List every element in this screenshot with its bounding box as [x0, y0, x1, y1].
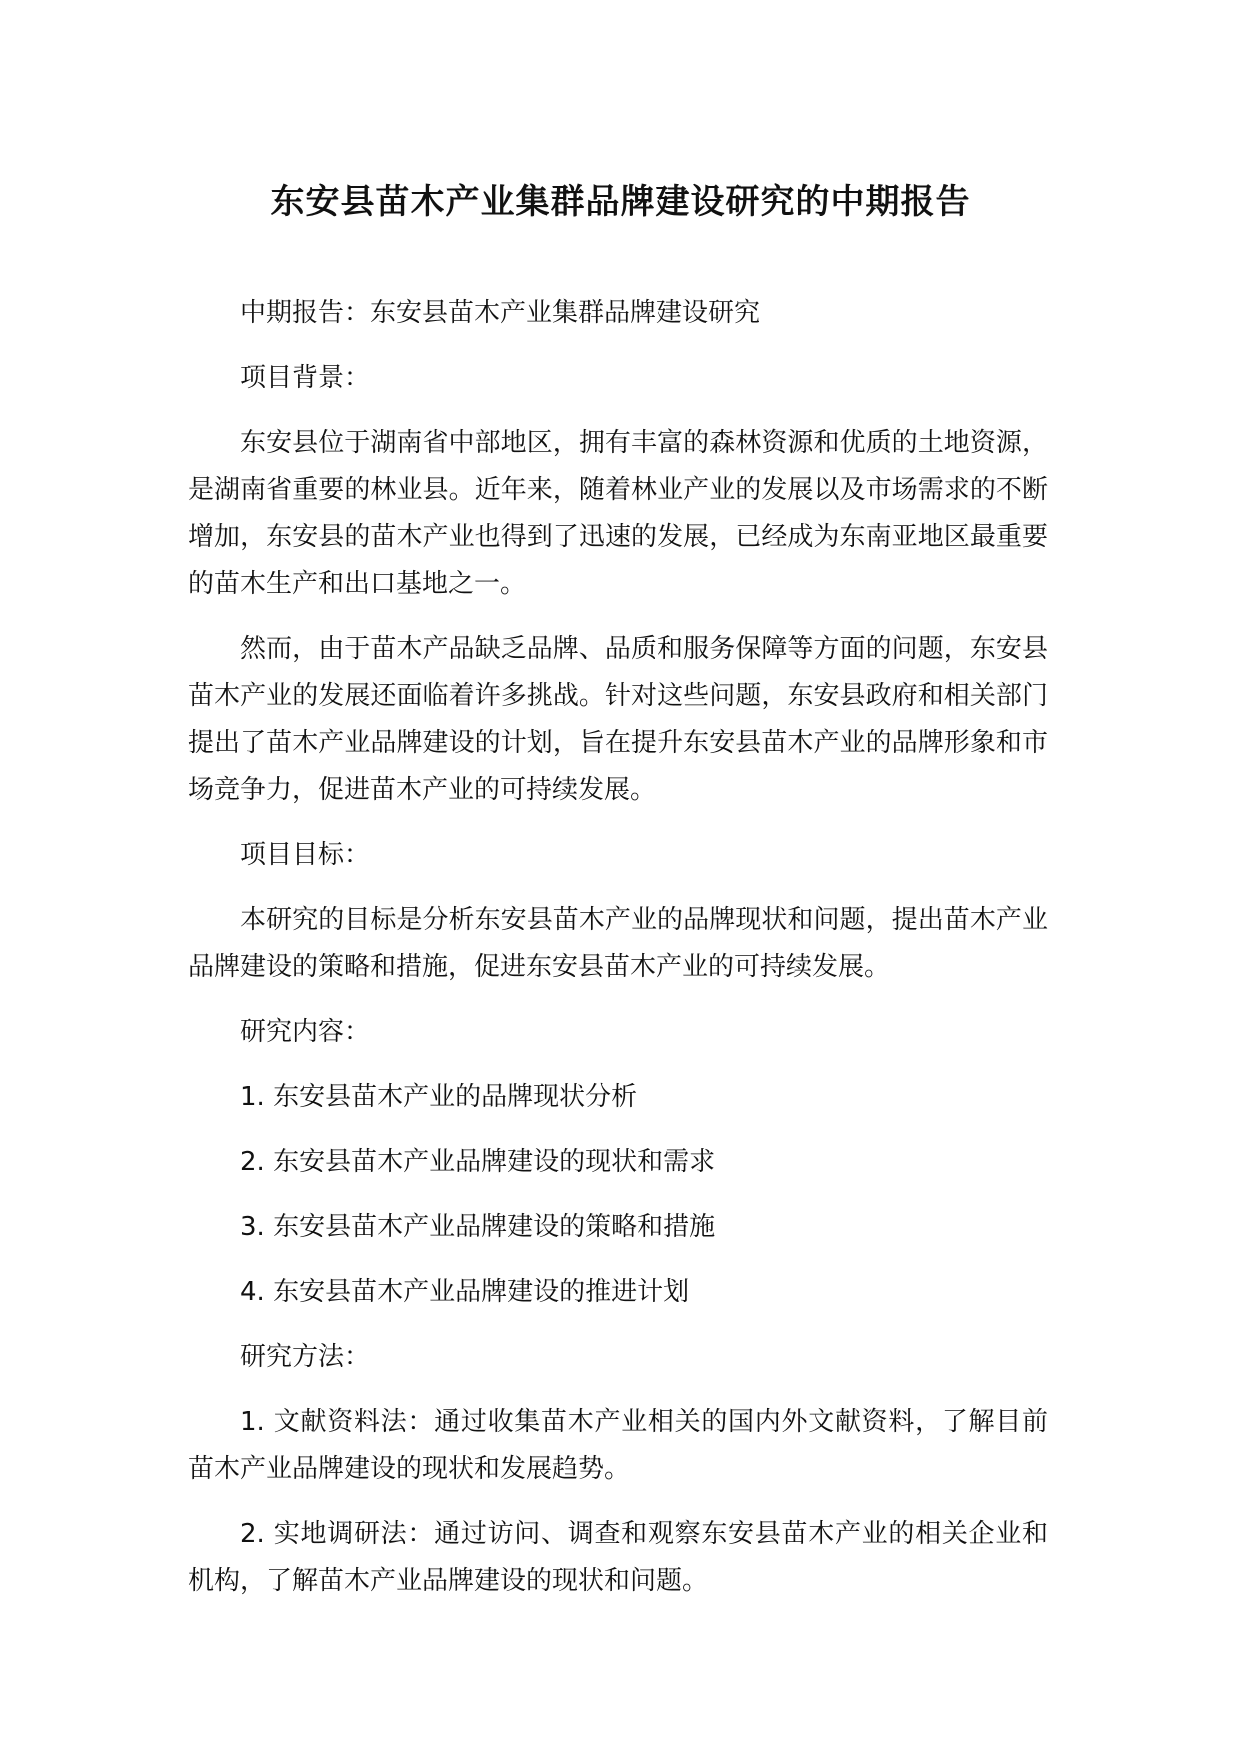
list-item-content-1: 1. 东安县苗木产业的品牌现状分析 [240, 1082, 638, 1112]
section-heading-background: 项目背景： [240, 363, 371, 393]
list-item-content-3: 3. 东安县苗木产业品牌建设的策略和措施 [240, 1212, 716, 1242]
document-body [188, 290, 1048, 1623]
paragraph-goals: 本研究的目标是分析东安县苗木产业的品牌现状和问题，提出苗木产业品牌建设的策略和措施，促进东安县苗木产业的可持续发展。 [188, 905, 1048, 982]
section-heading-goals: 项目目标： [240, 840, 371, 870]
report-subtitle: 中期报告：东安县苗木产业集群品牌建设研究 [240, 298, 761, 328]
list-item-method-1: 1. 文献资料法：通过收集苗木产业相关的国内外文献资料，了解目前苗木产业品牌建设的现状和发展趋势。 [188, 1407, 1048, 1484]
section-heading-methods: 研究方法： [240, 1342, 371, 1372]
paragraph-background-1: 东安县位于湖南省中部地区，拥有丰富的森林资源和优质的土地资源，是湖南省重要的林业县。近年来，随着林业产业的发展以及市场需求的不断增加，东安县的苗木产业也得到了迅速的发展，已经成为东南亚地区最重要的苗木生产和出口基地之一。 [188, 428, 1048, 599]
list-item-content-2: 2. 东安县苗木产业品牌建设的现状和需求 [240, 1147, 716, 1177]
document-title: 东安县苗木产业集群品牌建设研究的中期报告 [270, 182, 971, 222]
paragraph-background-2: 然而，由于苗木产品缺乏品牌、品质和服务保障等方面的问题，东安县苗木产业的发展还面临着许多挑战。针对这些问题，东安县政府和相关部门提出了苗木产业品牌建设的计划，旨在提升东安县苗木产业的品牌形象和市场竞争力，促进苗木产业的可持续发展。 [188, 634, 1048, 805]
list-item-content-4: 4. 东安县苗木产业品牌建设的推进计划 [240, 1277, 690, 1307]
section-heading-content: 研究内容： [240, 1017, 371, 1047]
list-item-method-2: 2. 实地调研法：通过访问、调查和观察东安县苗木产业的相关企业和机构，了解苗木产业品牌建设的现状和问题。 [188, 1519, 1048, 1596]
